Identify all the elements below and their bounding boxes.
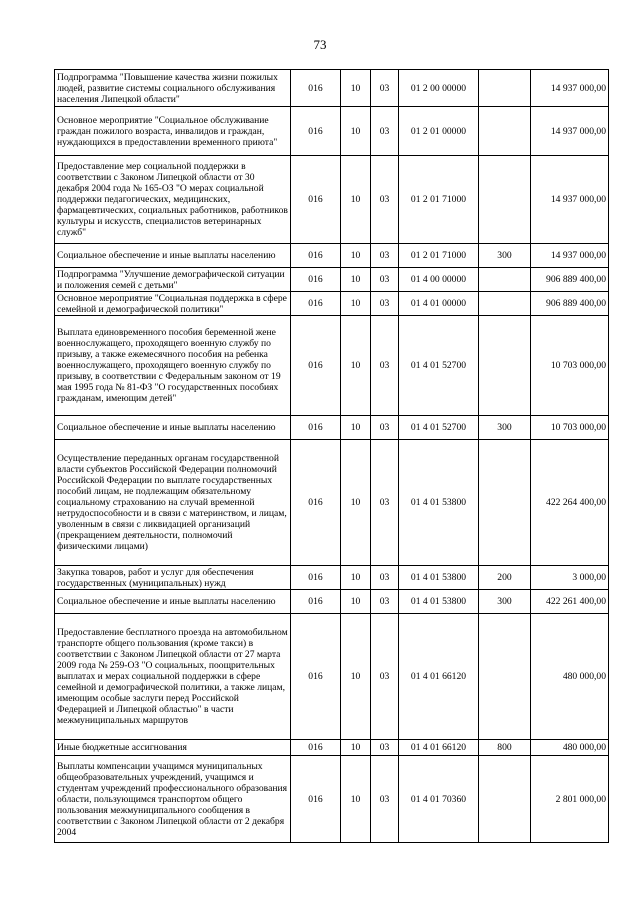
table-row <box>55 440 609 566</box>
subsection-code: 03 <box>371 416 399 440</box>
ministry-code: 016 <box>291 614 341 740</box>
ministry-code: 016 <box>291 566 341 590</box>
table-row <box>55 740 609 756</box>
target-code: 01 4 01 70360 <box>399 756 479 843</box>
section-code: 10 <box>341 107 371 156</box>
ministry-code: 016 <box>291 316 341 416</box>
amount: 906 889 400,00 <box>531 292 609 316</box>
subsection-code: 03 <box>371 756 399 843</box>
expense-type-code: 300 <box>479 416 531 440</box>
section-code: 10 <box>341 244 371 268</box>
table-row <box>55 590 609 614</box>
section-code: 10 <box>341 416 371 440</box>
expense-type-code: 200 <box>479 566 531 590</box>
subsection-code: 03 <box>371 244 399 268</box>
subsection-code: 03 <box>371 566 399 590</box>
subsection-code: 03 <box>371 268 399 292</box>
expense-type-code <box>479 156 531 244</box>
table-row <box>55 316 609 416</box>
row-name: Социальное обеспечение и иные выплаты населению <box>55 416 291 440</box>
row-name: Выплата единовременного пособия беременной жене военнослужащего, проходящего военную службу по призыву, а также ежемесячного пособия на ребенка военнослужащего, проходящего военную службу по призыву, в соответствии с Федеральным законом от 19 мая 1995 года № 81-ФЗ "О государственных пособиях гражданам, имеющим детей" <box>55 316 291 416</box>
ministry-code: 016 <box>291 292 341 316</box>
table-row <box>55 292 609 316</box>
expense-type-code <box>479 107 531 156</box>
row-name: Предоставление мер социальной поддержки в соответствии с Законом Липецкой области от 30 декабря 2004 года № 165-ОЗ "О мерах социальной поддержки педагогических, медицинских, фармацевтических, социальных работников, работников культуры и искусств, специалистов ветеринарных служб" <box>55 156 291 244</box>
expense-type-code <box>479 70 531 107</box>
ministry-code: 016 <box>291 416 341 440</box>
subsection-code: 03 <box>371 107 399 156</box>
amount: 10 703 000,00 <box>531 416 609 440</box>
amount: 3 000,00 <box>531 566 609 590</box>
row-name: Основное мероприятие "Социальная поддержка в сфере семейной и демографической политики" <box>55 292 291 316</box>
section-code: 10 <box>341 614 371 740</box>
subsection-code: 03 <box>371 740 399 756</box>
section-code: 10 <box>341 292 371 316</box>
amount: 2 801 000,00 <box>531 756 609 843</box>
table-row <box>55 156 609 244</box>
section-code: 10 <box>341 740 371 756</box>
row-name: Социальное обеспечение и иные выплаты населению <box>55 244 291 268</box>
subsection-code: 03 <box>371 590 399 614</box>
amount: 422 264 400,00 <box>531 440 609 566</box>
table-row <box>55 268 609 292</box>
target-code: 01 4 01 53800 <box>399 590 479 614</box>
expense-type-code <box>479 440 531 566</box>
target-code: 01 4 01 53800 <box>399 440 479 566</box>
ministry-code: 016 <box>291 740 341 756</box>
row-name: Иные бюджетные ассигнования <box>55 740 291 756</box>
expense-type-code: 800 <box>479 740 531 756</box>
ministry-code: 016 <box>291 70 341 107</box>
target-code: 01 2 00 00000 <box>399 70 479 107</box>
expense-type-code: 300 <box>479 244 531 268</box>
target-code: 01 4 01 00000 <box>399 292 479 316</box>
target-code: 01 2 01 00000 <box>399 107 479 156</box>
row-name: Предоставление бесплатного проезда на автомобильном транспорте общего пользования (кроме такси) в соответствии с Законом Липецкой области от 27 марта 2009 года № 259-ОЗ "О социальных, поощрительных выплатах и мерах социальной поддержки в сфере семейной и демографической политики, а также лицам, имеющим особые заслуги перед Российской Федерацией и Липецкой областью" в части межмуниципальных маршрутов <box>55 614 291 740</box>
ministry-code: 016 <box>291 268 341 292</box>
amount: 14 937 000,00 <box>531 107 609 156</box>
ministry-code: 016 <box>291 156 341 244</box>
row-name: Выплаты компенсации учащимся муниципальных общеобразовательных учреждений, учащимся и студентам учреждений профессионального образования области, пользующимся транспортом общего пользования межмуниципального сообщения в соответствии с Законом Липецкой области от 2 декабря 2004 <box>55 756 291 843</box>
amount: 14 937 000,00 <box>531 244 609 268</box>
amount: 10 703 000,00 <box>531 316 609 416</box>
amount: 906 889 400,00 <box>531 268 609 292</box>
row-name: Основное мероприятие "Социальное обслуживание граждан пожилого возраста, инвалидов и граждан, нуждающихся в предоставлении временного приюта" <box>55 107 291 156</box>
section-code: 10 <box>341 316 371 416</box>
row-name: Подпрограмма "Улучшение демографической ситуации и положения семей с детьми" <box>55 268 291 292</box>
page-number: 73 <box>313 37 327 52</box>
table-row <box>55 107 609 156</box>
subsection-code: 03 <box>371 316 399 416</box>
budget-table <box>54 69 609 843</box>
target-code: 01 4 01 52700 <box>399 316 479 416</box>
amount: 480 000,00 <box>531 614 609 740</box>
ministry-code: 016 <box>291 107 341 156</box>
expense-type-code <box>479 292 531 316</box>
expense-type-code <box>479 316 531 416</box>
section-code: 10 <box>341 756 371 843</box>
expense-type-code: 300 <box>479 590 531 614</box>
section-code: 10 <box>341 70 371 107</box>
table-row <box>55 566 609 590</box>
subsection-code: 03 <box>371 292 399 316</box>
row-name: Осуществление переданных органам государственной власти субъектов Российской Федерации полномочий Российской Федерации по выплате государственных пособий лицам, не подлежащим обязательному социальному страхованию на случай временной нетрудоспособности и в связи с материнством, и лицам, уволенным в связи с ликвидацией организаций (прекращением деятельности, полномочий физическими лицами) <box>55 440 291 566</box>
target-code: 01 4 01 66120 <box>399 740 479 756</box>
expense-type-code <box>479 614 531 740</box>
target-code: 01 2 01 71000 <box>399 156 479 244</box>
ministry-code: 016 <box>291 440 341 566</box>
target-code: 01 4 01 66120 <box>399 614 479 740</box>
table-row <box>55 614 609 740</box>
section-code: 10 <box>341 440 371 566</box>
target-code: 01 4 00 00000 <box>399 268 479 292</box>
row-name: Подпрограмма "Повышение качества жизни пожилых людей, развитие системы социального обслуживания населения Липецкой области" <box>55 70 291 107</box>
target-code: 01 4 01 53800 <box>399 566 479 590</box>
amount: 14 937 000,00 <box>531 70 609 107</box>
section-code: 10 <box>341 268 371 292</box>
target-code: 01 2 01 71000 <box>399 244 479 268</box>
expense-type-code <box>479 756 531 843</box>
expense-type-code <box>479 268 531 292</box>
section-code: 10 <box>341 156 371 244</box>
target-code: 01 4 01 52700 <box>399 416 479 440</box>
subsection-code: 03 <box>371 440 399 566</box>
subsection-code: 03 <box>371 156 399 244</box>
table-row <box>55 70 609 107</box>
amount: 422 261 400,00 <box>531 590 609 614</box>
subsection-code: 03 <box>371 70 399 107</box>
ministry-code: 016 <box>291 756 341 843</box>
table-row <box>55 244 609 268</box>
row-name: Социальное обеспечение и иные выплаты населению <box>55 590 291 614</box>
amount: 480 000,00 <box>531 740 609 756</box>
ministry-code: 016 <box>291 590 341 614</box>
section-code: 10 <box>341 590 371 614</box>
subsection-code: 03 <box>371 614 399 740</box>
table-row <box>55 756 609 843</box>
ministry-code: 016 <box>291 244 341 268</box>
amount: 14 937 000,00 <box>531 156 609 244</box>
table-row <box>55 416 609 440</box>
row-name: Закупка товаров, работ и услуг для обеспечения государственных (муниципальных) нужд <box>55 566 291 590</box>
section-code: 10 <box>341 566 371 590</box>
